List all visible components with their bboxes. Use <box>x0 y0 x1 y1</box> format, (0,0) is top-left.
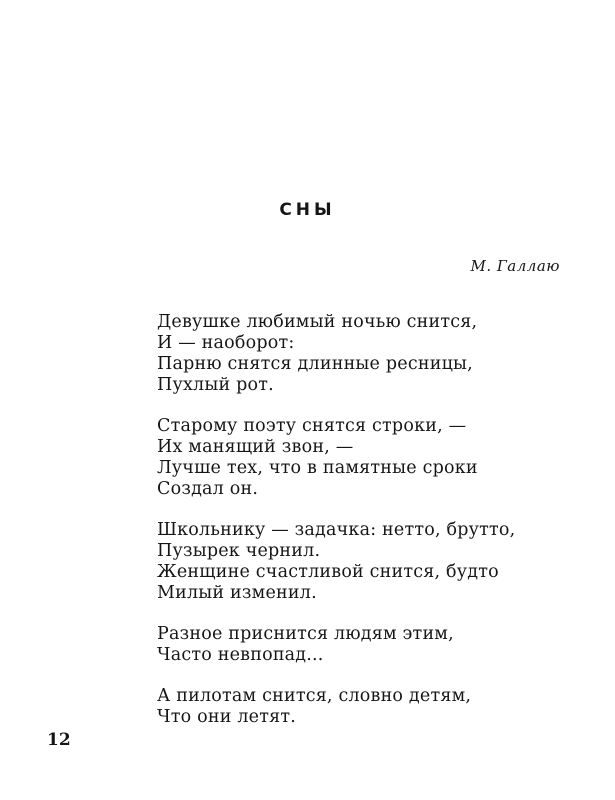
poem-line: Их манящий звон, — <box>157 437 354 457</box>
poem-line: И — наоборот: <box>157 333 295 353</box>
poem-line: Парню снятся длинные ресницы, <box>157 354 473 374</box>
poem-line: Пухлый рот. <box>157 375 274 395</box>
stanza <box>157 686 537 728</box>
poem-line: Школьнику — задачка: нетто, брутто, <box>157 520 516 540</box>
stanza <box>157 312 537 396</box>
poem-title: СНЫ <box>279 200 336 220</box>
stanza <box>157 520 537 604</box>
poem-line: Милый изменил. <box>157 583 317 603</box>
poem-line: А пилотам снится, словно детям, <box>157 686 472 706</box>
poem-line: Лучше тех, что в памятные сроки <box>157 458 478 478</box>
poem-line: Часто невпопад... <box>157 645 324 665</box>
poem-line: Старому поэту снятся строки, — <box>157 416 467 436</box>
poem-line: Женщине счастливой снится, будто <box>157 562 499 582</box>
page-number: 12 <box>47 730 71 750</box>
poem-line: Что они летят. <box>157 707 296 727</box>
poem-body <box>157 312 537 748</box>
stanza <box>157 624 537 666</box>
poem-line: Создал он. <box>157 479 259 499</box>
stanza <box>157 416 537 500</box>
poem-dedication: М. Галлаю <box>470 257 560 275</box>
poem-line: Девушке любимый ночью снится, <box>157 312 478 332</box>
poem-line: Разное приснится людям этим, <box>157 624 454 644</box>
poem-line: Пузырек чернил. <box>157 541 321 561</box>
